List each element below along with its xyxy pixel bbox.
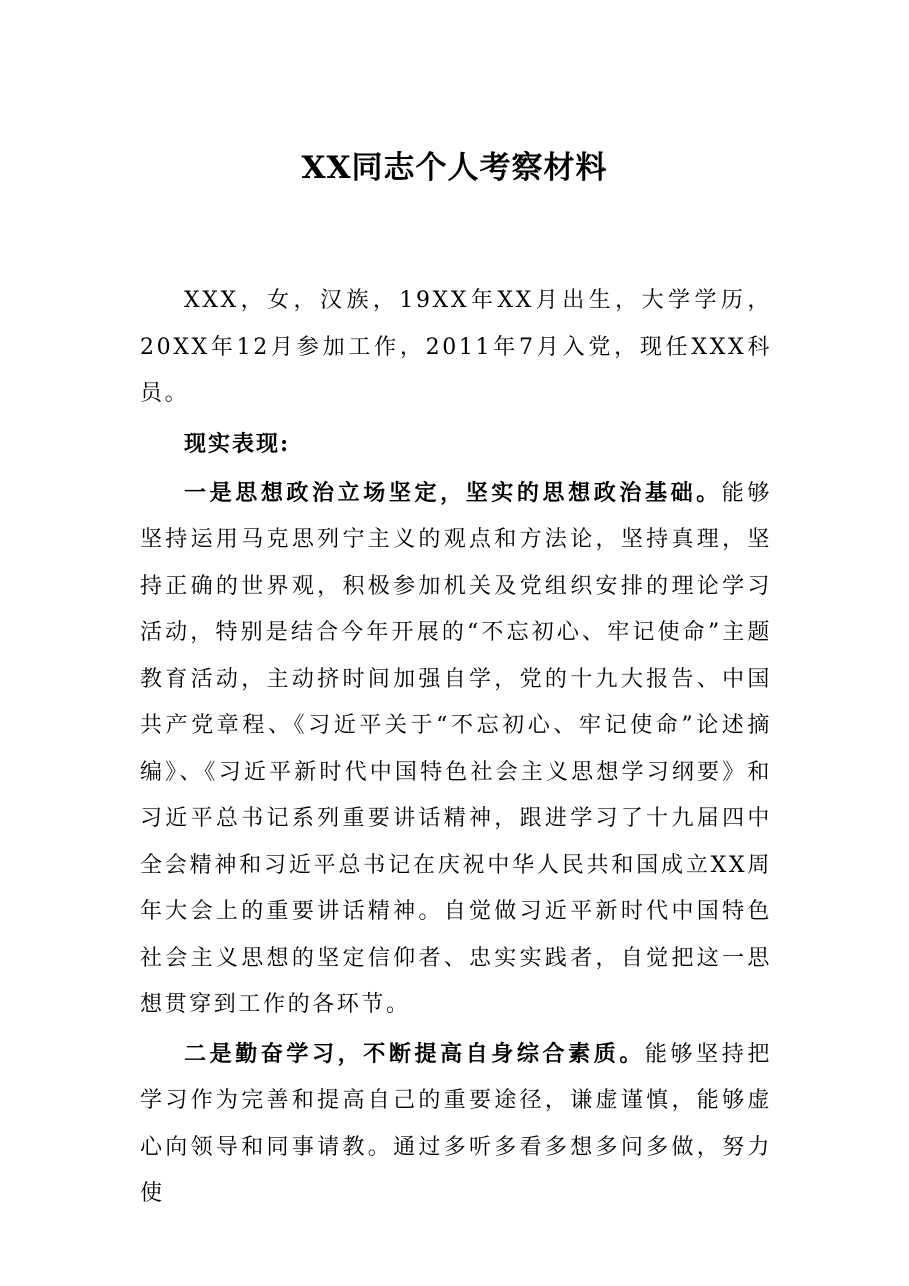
paragraph-2-lead: 二是勤奋学习，不断提高自身综合素质。 xyxy=(184,1040,645,1067)
document-title: XX同志个人考察材料 xyxy=(301,150,608,186)
paragraph-1-text: 能够坚持运用马克思列宁主义的观点和方法论，坚持真理，坚持正确的世界观，积极参加机关及党组织安排的理论学习活动，特别是结合今年开展的“不忘初心、牢记使命”主题教育活动，主动挤时间加强自学，党的十九大报告、中国共产党章程、《习近平关于“不忘初心、牢记使命”论述摘编》、《习近平新时代中国特色社会主义思想学习纲要》和习近平总书记系列重要讲话精神，跟进学习了十九届四中全会精神和习近平总书记在庆祝中华人民共和国成立XX周年大会上的重要讲话精神。自觉做习近平新时代中国特色社会主义思想的坚定信仰者、忠实实践者，自觉把这一思想贯穿到工作的各环节。 xyxy=(140,480,772,1017)
section-heading: 现实表现: xyxy=(184,430,291,457)
paragraph-2-text: 能够坚持把学习作为完善和提高自己的重要途径，谦虚谨慎，能够虚心向领导和同事请教。通过多听多看多想多问多做，努力使 xyxy=(140,1041,772,1206)
document-body xyxy=(140,278,772,1218)
intro-paragraph: XXX，女，汉族，19XX年XX月出生，大学学历，20XX年12月参加工作，2011年7月入党，现任XXX科员。 xyxy=(140,288,772,406)
paragraph-1 xyxy=(140,470,772,1029)
paragraph-1-lead: 一是思想政治立场坚定，坚实的思想政治基础。 xyxy=(184,479,722,506)
paragraph-2 xyxy=(140,1031,772,1218)
